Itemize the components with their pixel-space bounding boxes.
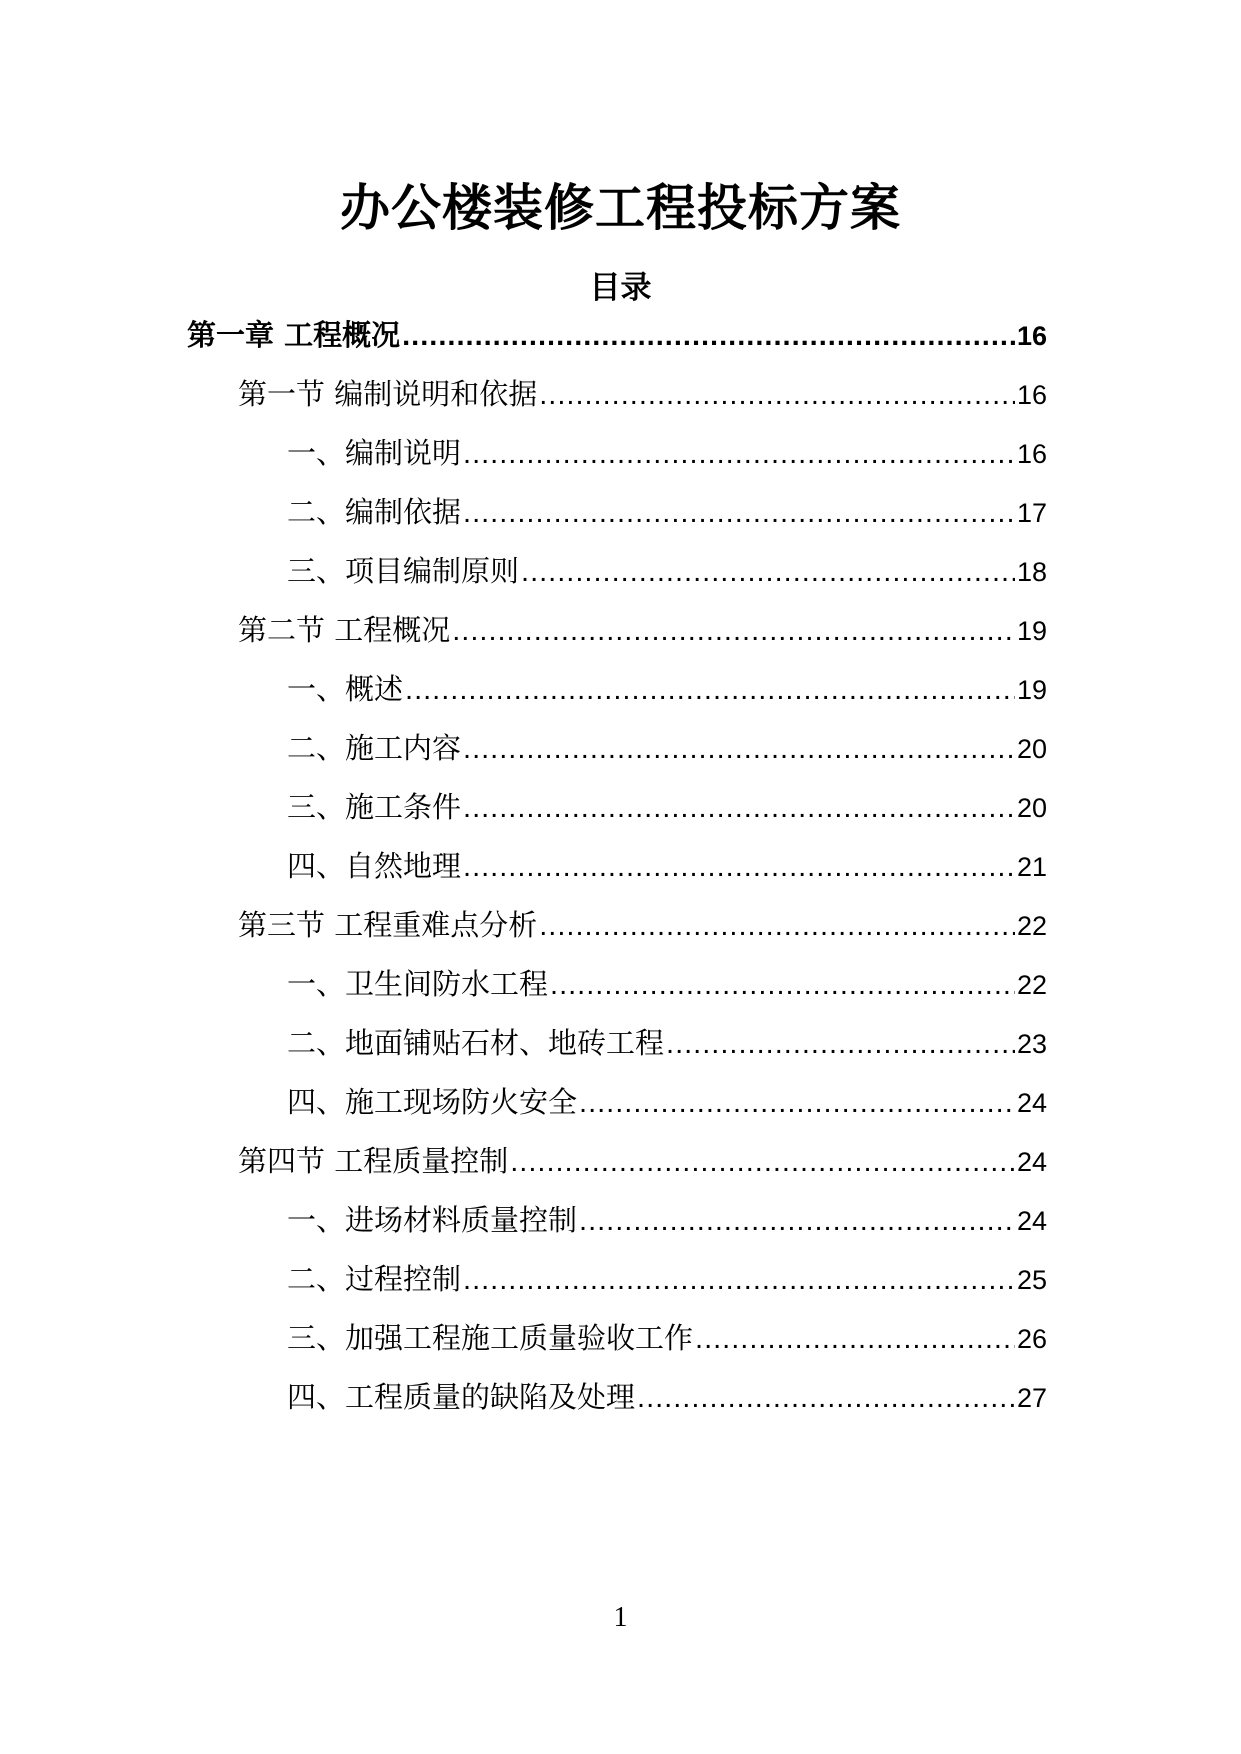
toc-entry-page: 19	[1016, 675, 1047, 705]
toc-entry-page: 18	[1016, 557, 1047, 587]
toc-leader-dots	[463, 1255, 1015, 1305]
toc-leader-dots	[463, 783, 1015, 833]
toc-entry-text: 四、工程质量的缺陷及处理	[287, 1380, 636, 1414]
toc-entry-chapter-1[interactable]	[187, 310, 1047, 360]
toc-entry-text: 二、施工内容	[287, 731, 462, 765]
toc-entry-item[interactable]	[287, 782, 1047, 832]
toc-entry-item[interactable]	[287, 546, 1047, 596]
toc-entry-section-3[interactable]	[238, 900, 1047, 950]
toc-entry-text: 第一章 工程概况	[187, 318, 401, 352]
toc-leader-dots	[463, 842, 1015, 892]
toc-entry-page: 27	[1016, 1383, 1047, 1413]
toc-entry-text: 二、编制依据	[287, 495, 462, 529]
toc-entry-page: 20	[1016, 793, 1047, 823]
toc-entry-page: 25	[1016, 1265, 1047, 1295]
toc-leader-dots	[510, 1137, 1015, 1187]
toc-entry-text: 第三节 工程重难点分析	[238, 908, 538, 942]
toc-entry-item[interactable]	[287, 1077, 1047, 1127]
toc-entry-page: 22	[1016, 911, 1047, 941]
toc-leader-dots	[405, 665, 1015, 715]
toc-leader-dots	[463, 724, 1015, 774]
toc-entry-page: 16	[1016, 439, 1047, 469]
toc-entry-text: 二、地面铺贴石材、地砖工程	[287, 1026, 665, 1060]
toc-entry-text: 一、卫生间防水工程	[287, 967, 549, 1001]
toc-entry-page: 16	[1016, 321, 1047, 351]
toc-leader-dots	[452, 606, 1015, 656]
toc-leader-dots	[539, 901, 1015, 951]
toc-entry-page: 16	[1016, 380, 1047, 410]
toc-entry-item[interactable]	[287, 723, 1047, 773]
toc-entry-text: 四、自然地理	[287, 849, 462, 883]
toc-entry-page: 23	[1016, 1029, 1047, 1059]
toc-entry-item[interactable]	[287, 959, 1047, 1009]
toc-leader-dots	[550, 960, 1015, 1010]
toc-entry-page: 22	[1016, 970, 1047, 1000]
toc-leader-dots	[402, 311, 1015, 361]
toc-entry-item[interactable]	[287, 487, 1047, 537]
toc-leader-dots	[579, 1196, 1015, 1246]
toc-leader-dots	[539, 370, 1015, 420]
toc-entry-text: 一、进场材料质量控制	[287, 1203, 578, 1237]
toc-leader-dots	[521, 547, 1015, 597]
toc-entry-item[interactable]	[287, 1195, 1047, 1245]
toc-entry-page: 24	[1016, 1088, 1047, 1118]
toc-entry-page: 24	[1016, 1147, 1047, 1177]
toc-entry-item[interactable]	[287, 664, 1047, 714]
toc-leader-dots	[463, 429, 1015, 479]
toc-entry-item[interactable]	[287, 841, 1047, 891]
toc-leader-dots	[463, 488, 1015, 538]
toc-entry-text: 三、施工条件	[287, 790, 462, 824]
toc-entry-page: 19	[1016, 616, 1047, 646]
toc-heading: 目录	[589, 270, 652, 306]
toc-entry-text: 一、编制说明	[287, 436, 462, 470]
toc-entry-section-4[interactable]	[238, 1136, 1047, 1186]
toc-entry-section-1[interactable]	[238, 369, 1047, 419]
toc-entry-item[interactable]	[287, 1018, 1047, 1068]
toc-entry-text: 二、过程控制	[287, 1262, 462, 1296]
toc-entry-text: 三、加强工程施工质量验收工作	[287, 1321, 694, 1355]
toc-entry-text: 第二节 工程概况	[238, 613, 451, 647]
toc-entry-page: 20	[1016, 734, 1047, 764]
toc-entry-text: 第四节 工程质量控制	[238, 1144, 509, 1178]
toc-entry-item[interactable]	[287, 1254, 1047, 1304]
toc-entry-text: 四、施工现场防火安全	[287, 1085, 578, 1119]
toc-entry-page: 24	[1016, 1206, 1047, 1236]
toc-leader-dots	[666, 1019, 1015, 1069]
toc-entry-text: 一、概述	[287, 672, 404, 706]
document-title: 办公楼装修工程投标方案	[340, 179, 901, 237]
toc-entry-item[interactable]	[287, 1313, 1047, 1363]
toc-leader-dots	[695, 1314, 1015, 1364]
toc-entry-page: 21	[1016, 852, 1047, 882]
toc-leader-dots	[637, 1373, 1015, 1423]
toc-entry-item[interactable]	[287, 1372, 1047, 1422]
toc-entry-text: 三、项目编制原则	[287, 554, 520, 588]
toc-leader-dots	[579, 1078, 1015, 1128]
toc-entry-page: 26	[1016, 1324, 1047, 1354]
toc-entry-page: 17	[1016, 498, 1047, 528]
toc-entry-item[interactable]	[287, 428, 1047, 478]
toc-entry-section-2[interactable]	[238, 605, 1047, 655]
toc-entry-text: 第一节 编制说明和依据	[238, 377, 538, 411]
page-number: 1	[613, 1602, 628, 1633]
